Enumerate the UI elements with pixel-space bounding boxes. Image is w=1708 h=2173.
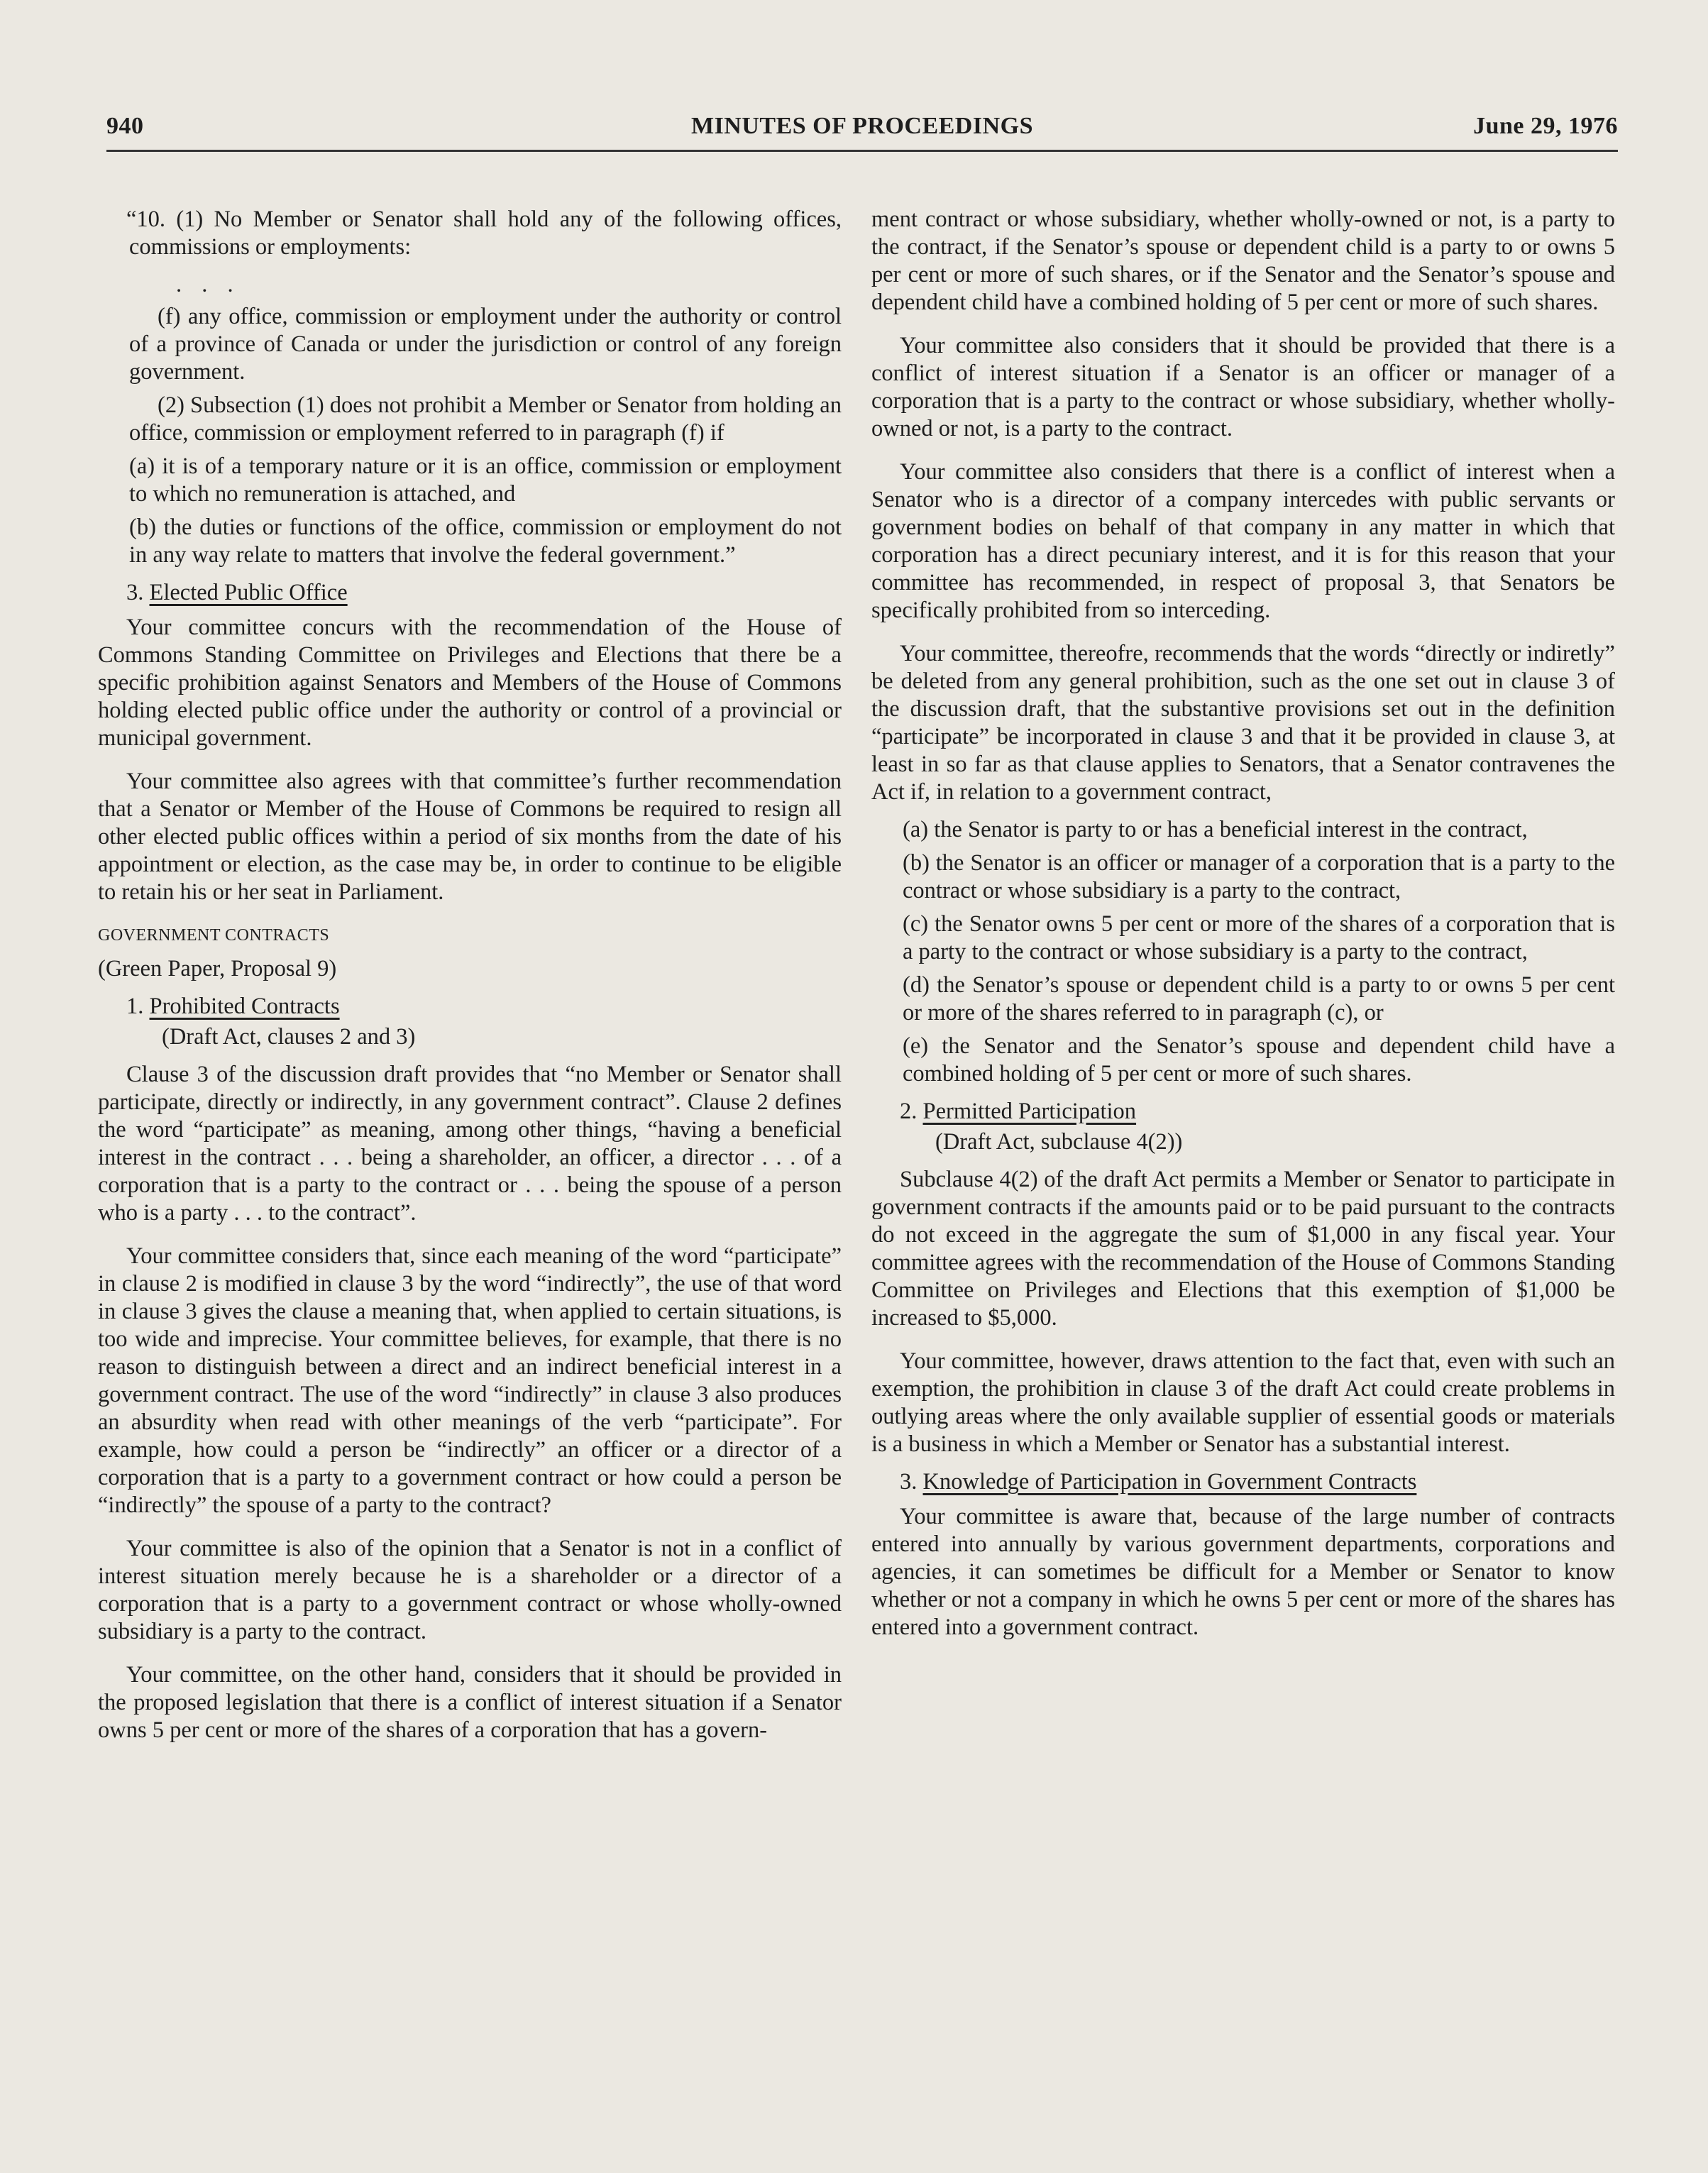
- list-item: (a) the Senator is party to or has a beneficial interest in the contract,: [903, 817, 1528, 842]
- paragraph: Your committee, thereofre, recommends that the words “directly or indiretly” be deleted from any general prohibition, such as the one set out in clause 3 of the discussion draft, that the substantive provisions set out in the definition “participate” be incorporated in clause 3 and that it be provided in clause 3, at least in so far as that clause applies to Senators, that a Senator contravenes the Act if, in relation to a government contract,: [871, 641, 1615, 805]
- heading-elected-public-office: [98, 579, 842, 607]
- heading-title: Elected Public Office: [149, 580, 348, 605]
- paragraph: Your committee considers that, since each meaning of the word “participate” in clause 2 is modified in clause 3 by the word “indirectly”, the use of that word in clause 3 gives the clause a meaning that, when applied to certain situations, is too wide and imprecise. Your committee believes, for example, that there is no reason to distinguish between a direct and an indirect beneficial interest in a government contract. The use of the word “indirectly” in clause 3 also produces an absurdity when read with other meanings of the verb “participate”. For example, how could a person be “indirectly” an officer or a director of a corporation that is a party to a government contract or how could a person be “indirectly” the spouse of a party to the contract?: [98, 1243, 842, 1518]
- paragraph: ment contract or whose subsidiary, whether wholly-owned or not, is a party to the contract, if the Senator’s spouse or dependent child is a party to or owns 5 per cent or more of such shares, or if the Senator and the Senator’s spouse and dependent child have a combined holding of 5 per cent or more of such shares.: [871, 207, 1615, 315]
- paragraph: Your committee, however, draws attention to the fact that, even with such an exemption, the prohibition in clause 3 of the draft Act could create problems in outlying areas where the only available supplier of essential goods or materials is a business in which a Member or Senator has a substantial interest.: [871, 1348, 1615, 1457]
- heading-subtitle: (Draft Act, clauses 2 and 3): [162, 1024, 416, 1050]
- right-column: [871, 206, 1615, 1651]
- paragraph: Your committee also agrees with that committee’s further recommendation that a Senator or Member of the House of Commons be required to resign all other elected public offices within a period of six months from the date of his appointment or election, as the case may be, in order to continue to be eligible to retain his or her seat in Parliament.: [98, 769, 842, 905]
- section-subheading: (Green Paper, Proposal 9): [98, 956, 337, 981]
- heading-number: 2.: [900, 1099, 918, 1124]
- paragraph: Your committee also considers that it should be provided that there is a conflict of interest situation if a Senator is an officer or manager of a corporation that is a party to the contract or whose subsidiary, whether wholly-owned or not, is a party to the contract.: [871, 333, 1615, 441]
- quote-para-b: (b) the duties or functions of the office, commission or employment do not in any way relate to matters that involve the federal government.”: [129, 515, 842, 568]
- list-item: (d) the Senator’s spouse or dependent child is a party to or owns 5 per cent or more of the shares referred to in paragraph (c), or: [903, 972, 1615, 1025]
- heading-number: 3.: [126, 580, 144, 605]
- left-column: [98, 206, 842, 1754]
- heading-number: 1.: [126, 994, 144, 1019]
- quote-para-a: (a) it is of a temporary nature or it is an office, commission or employment to which no remuneration is attached, and: [129, 453, 842, 507]
- paragraph: Your committee is also of the opinion that a Senator is not in a conflict of interest situation merely because he is a shareholder or a director of a corporation that is a party to a government contract or whose wholly-owned subsidiary is a party to the contract.: [98, 1536, 842, 1644]
- heading-title: Prohibited Contracts: [149, 994, 340, 1019]
- paragraph: Clause 3 of the discussion draft provides that “no Member or Senator shall participate, directly or indirectly, in any government contract”. Clause 2 defines the word “participate” as meaning, among other things, “having a beneficial interest in the contract . . . being a shareholder, an officer, a director . . . of a corporation that is a party to the contract or . . . being the spouse of a person who is a party . . . to the contract”.: [98, 1062, 842, 1226]
- quote-para-f: (f) any office, commission or employment under the authority or control of a province of Canada or under the jurisdiction or control of any foreign government.: [129, 304, 842, 385]
- heading-number: 3.: [900, 1469, 918, 1495]
- page-header: [106, 110, 1618, 152]
- heading-prohibited-contracts: [98, 993, 842, 1021]
- page-number: 940: [106, 113, 144, 139]
- ellipsis: . . .: [176, 272, 241, 297]
- section-heading: GOVERNMENT CONTRACTS: [98, 926, 330, 945]
- paragraph: Your committee also considers that there is a conflict of interest when a Senator who is a director of a company intercedes with public servants or government bodies on behalf of that company in any matter in which that corporation has a direct pecuniary interest, and it is for this reason that your committee has recommended, in respect of proposal 3, that Senators be specifically prohibited from so interceding.: [871, 459, 1615, 623]
- paragraph: Your committee, on the other hand, considers that it should be provided in the proposed legislation that there is a conflict of interest situation if a Senator owns 5 per cent or more of the shares of a corporation that has a govern-: [98, 1662, 842, 1743]
- heading-permitted-participation: [871, 1098, 1615, 1126]
- quote-intro: “10. (1) No Member or Senator shall hold any of the following offices, commissions or employments:: [126, 207, 842, 260]
- paragraph: Subclause 4(2) of the draft Act permits a Member or Senator to participate in government contracts if the amounts paid or to be paid pursuant to the contracts do not exceed in the aggregate the sum of $1,000 in any fiscal year. Your committee agrees with the recommendation of the House of Commons Standing Committee on Privileges and Elections that this exemption of $1,000 be increased to $5,000.: [871, 1167, 1615, 1331]
- heading-title: Knowledge of Participation in Government Contracts: [922, 1469, 1417, 1495]
- running-title: MINUTES OF PROCEEDINGS: [690, 113, 1034, 139]
- list-item: (b) the Senator is an officer or manager of a corporation that is a party to the contract or whose subsidiary is a party to the contract,: [903, 850, 1615, 903]
- heading-title: Permitted Participation: [922, 1099, 1137, 1124]
- list-item: (c) the Senator owns 5 per cent or more of the shares of a corporation that is a party to the contract or whose subsidiary is a party to the contract,: [903, 911, 1615, 964]
- list-item: (e) the Senator and the Senator’s spouse and dependent child have a combined holding of 5 per cent or more of such shares.: [903, 1033, 1615, 1086]
- quote-subsection-2: (2) Subsection (1) does not prohibit a Member or Senator from holding an office, commission or employment referred to in paragraph (f) if: [129, 392, 842, 446]
- page-date: June 29, 1976: [1473, 113, 1618, 139]
- heading-subtitle: (Draft Act, subclause 4(2)): [935, 1129, 1183, 1155]
- paragraph: Your committee concurs with the recommendation of the House of Commons Standing Committee on Privileges and Elections that there be a specific prohibition against Senators and Members of the House of Commons holding elected public office under the authority or control of a provincial or municipal government.: [98, 615, 842, 751]
- heading-knowledge-of-participation: [871, 1468, 1615, 1496]
- paragraph: Your committee is aware that, because of the large number of contracts entered into annually by various government departments, corporations and agencies, it can sometimes be difficult for a Member or Senator to know whether or not a company in which he owns 5 per cent or more of the shares has entered into a government contract.: [871, 1504, 1615, 1640]
